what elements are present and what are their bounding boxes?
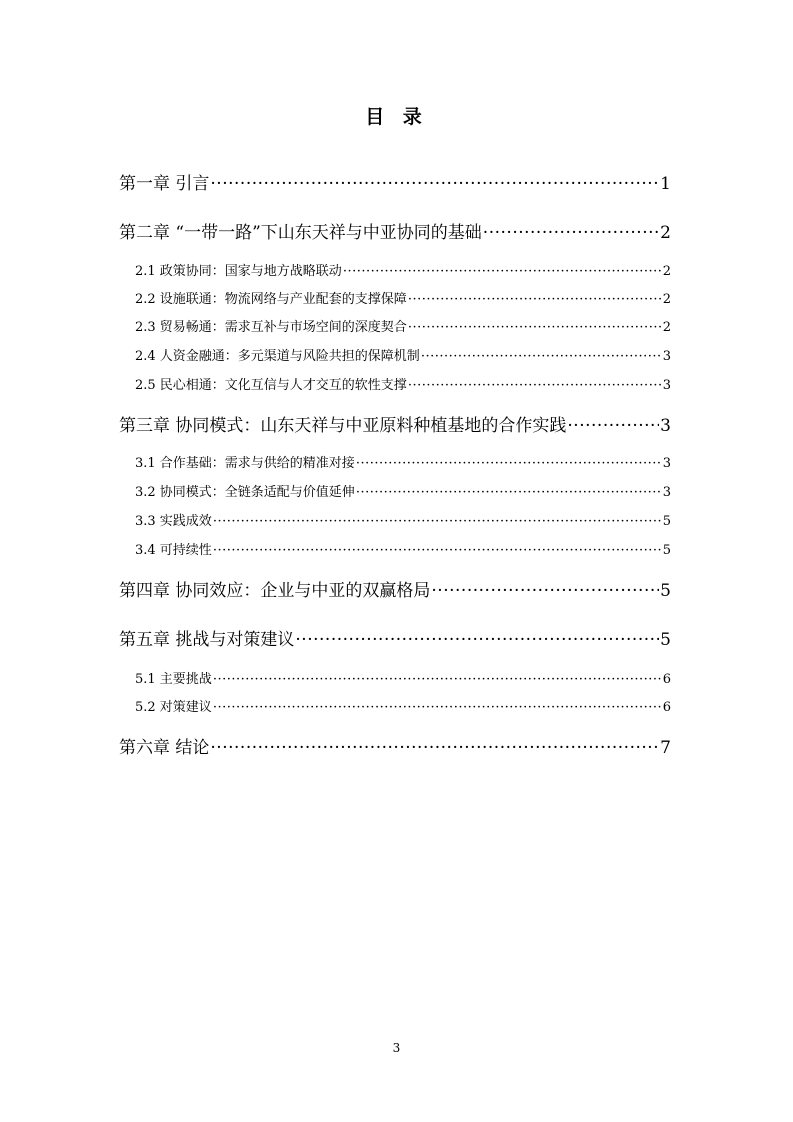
toc-entry-section-2-5[interactable] [135,376,671,395]
toc-dot-leader [421,347,662,366]
toc-entry-page: 3 [662,485,671,500]
toc-entry-label: 2.5 民心相通：文化互信与人才交互的软性支撑 [135,378,407,393]
toc-entry-page: 3 [660,416,671,436]
toc-entry-page: 5 [662,543,671,558]
toc-entry-section-5-1[interactable] [135,670,671,689]
toc-dot-leader [295,628,659,652]
toc-entry-page: 7 [660,738,671,758]
toc-entry-page: 3 [662,349,671,364]
toc-dot-leader [408,318,662,337]
toc-entry-label: 3.4 可持续性 [135,543,212,558]
toc-dot-leader [210,172,659,196]
toc-entry-label: 3.1 合作基础：需求与供给的精准对接 [135,456,355,471]
toc-entry-page: 2 [662,264,671,279]
toc-entry-page: 2 [662,320,671,335]
toc-entry-label: 第六章 结论 [119,738,210,758]
toc-dot-leader [213,541,662,560]
page-title: 目 录 [365,106,428,128]
toc-entry-page: 2 [662,292,671,307]
toc-entry-section-3-2[interactable] [135,483,671,502]
toc-entry-section-3-3[interactable] [135,512,671,531]
toc-entry-section-3-4[interactable] [135,541,671,560]
toc-entry-label: 3.3 实践成效 [135,514,212,529]
toc-entry-section-2-1[interactable] [135,262,671,281]
toc-entry-section-2-3[interactable] [135,318,671,337]
toc-entry-chapter-3[interactable] [119,414,671,438]
toc-entry-label: 3.2 协同模式：全链条适配与价值延伸 [135,485,355,500]
toc-entry-chapter-1[interactable] [119,172,671,196]
toc-entry-page: 5 [660,630,671,650]
toc-dot-leader [408,376,662,395]
toc-entry-label: 2.1 政策协同：国家与地方战略联动 [135,264,342,279]
toc-entry-label: 2.2 设施联通：物流网络与产业配套的支撑保障 [135,292,407,307]
toc-entry-label: 第三章 协同模式：山东天祥与中亚原料种植基地的合作实践 [119,416,567,436]
toc-entry-section-2-4[interactable] [135,347,671,366]
toc-entry-label: 第二章 “一带一路”下山东天祥与中亚协同的基础 [119,223,482,243]
toc-entry-page: 2 [660,223,671,243]
toc-entry-page: 3 [662,456,671,471]
toc-dot-leader [213,698,662,717]
toc-entry-page: 6 [662,700,671,715]
toc-entry-label: 2.4 人资金融通：多元渠道与风险共担的保障机制 [135,349,420,364]
toc-entry-label: 5.1 主要挑战 [135,672,212,687]
toc-dot-leader [483,221,659,245]
toc-dot-leader [431,579,659,603]
toc-entry-label: 第五章 挑战与对策建议 [119,630,295,650]
toc-entry-page: 6 [662,672,671,687]
toc-dot-leader [343,262,662,281]
toc-entry-page: 5 [660,581,671,601]
toc-entry-label: 5.2 对策建议 [135,700,212,715]
toc-dot-leader [213,670,662,689]
toc-dot-leader [567,414,659,438]
toc-entry-chapter-4[interactable] [119,579,671,603]
toc-entry-section-5-2[interactable] [135,698,671,717]
toc-entry-page: 1 [660,174,671,194]
toc-entry-label: 第四章 协同效应：企业与中亚的双赢格局 [119,581,431,601]
toc-entry-section-2-2[interactable] [135,290,671,309]
toc-entry-label: 2.3 贸易畅通：需求互补与市场空间的深度契合 [135,320,407,335]
toc-entry-chapter-6[interactable] [119,736,671,760]
toc-dot-leader [356,483,662,502]
toc-entry-label: 第一章 引言 [119,174,210,194]
toc-entry-chapter-2[interactable] [119,221,671,245]
toc-dot-leader [408,290,662,309]
toc-entry-section-3-1[interactable] [135,454,671,473]
page-number: 3 [392,1041,401,1055]
toc-entry-page: 3 [662,378,671,393]
toc-dot-leader [213,512,662,531]
toc-entry-page: 5 [662,514,671,529]
toc-dot-leader [356,454,662,473]
toc-entry-chapter-5[interactable] [119,628,671,652]
toc-dot-leader [210,736,659,760]
